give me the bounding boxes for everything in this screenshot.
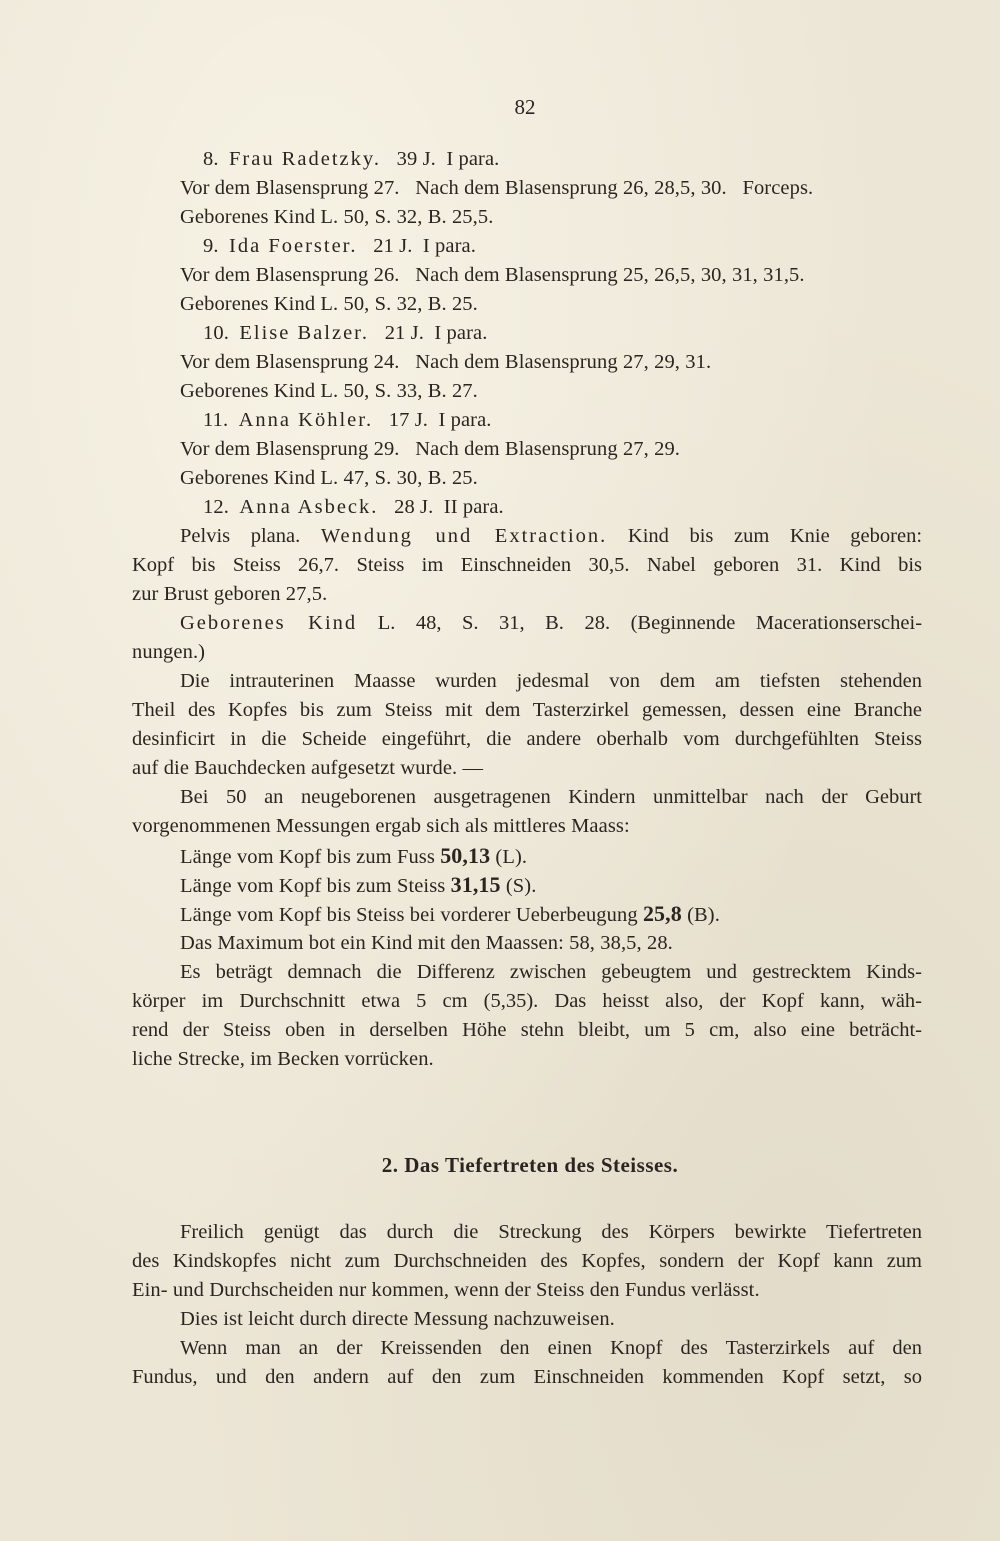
child-measure: Geborenes Kind L. 50, S. 33, B. 27. — [180, 380, 478, 402]
before-rupture: Vor dem Blasensprung 24. — [180, 351, 400, 373]
child-measure: Geborenes Kind L. 47, S. 30, B. 25. — [180, 467, 478, 489]
paragraph-line: desinficirt in die Scheide eingeführt, die andere oberhalb vom durchgefühlten Steiss — [132, 728, 922, 750]
case-measure-line — [180, 349, 711, 375]
paragraph-line: Wenn man an der Kreissenden den einen Knopf des Tasterzirkels auf den — [180, 1337, 922, 1359]
length-value: 31,15 — [450, 872, 501, 897]
patient-name: Elise Balzer. — [239, 322, 369, 344]
case-number: 11. — [203, 409, 229, 431]
length-value: 25,8 — [642, 901, 682, 926]
patient-age: 39 J. — [396, 148, 436, 170]
case-number: 9. — [203, 235, 219, 257]
case-number: 10. — [203, 322, 229, 344]
patient-para: II para. — [443, 496, 504, 518]
length-unit: (L). — [495, 846, 528, 868]
after-rupture: Nach dem Blasensprung 27, 29. — [415, 438, 681, 460]
case-number: 12. — [203, 496, 229, 518]
after-rupture: Nach dem Blasensprung 25, 26,5, 30, 31, 31,5. — [415, 264, 805, 286]
patient-para: I para. — [434, 322, 488, 344]
length-label: Länge vom Kopf bis zum Fuss — [180, 846, 435, 868]
patient-para: I para. — [422, 235, 476, 257]
page-number: 82 — [514, 95, 536, 119]
length-unit: (B). — [687, 904, 720, 926]
patient-age: 28 J. — [394, 496, 434, 518]
paragraph-line: liche Strecke, im Becken vorrücken. — [132, 1048, 434, 1070]
paragraph-line: Fundus, und den andern auf den zum Einschneiden kommenden Kopf setzt, so — [132, 1366, 922, 1388]
case12-text: Kind bis zum Knie geboren: — [627, 525, 923, 547]
length-line — [180, 872, 536, 899]
paragraph-line: Bei 50 an neugeborenen ausgetragenen Kindern unmittelbar nach der Geburt — [180, 786, 922, 808]
length-label: Länge vom Kopf bis Steiss bei vorderer Ueberbeugung — [180, 904, 638, 926]
paragraph-line: rend der Steiss oben in derselben Höhe stehn bleibt, um 5 cm, also eine beträcht- — [132, 1019, 922, 1041]
paragraph-line: Die intrauterinen Maasse wurden jedesmal von dem am tiefsten stehenden — [180, 670, 922, 692]
paragraph-line: Theil des Kopfes bis zum Steiss mit dem Tasterzirkel gemessen, dessen eine Branche — [132, 699, 922, 721]
case-header — [203, 146, 499, 172]
patient-age: 17 J. — [388, 409, 428, 431]
length-label: Länge vom Kopf bis zum Steiss — [180, 875, 446, 897]
paragraph-line: Freilich genügt das durch die Streckung des Körpers bewirkte Tiefertreten — [180, 1221, 922, 1243]
after-rupture: Nach dem Blasensprung 27, 29, 31. — [415, 351, 712, 373]
paragraph-line: Dies ist leicht durch directe Messung nachzuweisen. — [180, 1308, 615, 1330]
case-header — [203, 320, 487, 346]
length-unit: (S). — [505, 875, 537, 897]
patient-age: 21 J. — [384, 322, 424, 344]
patient-name: Anna Asbeck. — [239, 496, 379, 518]
case-header — [203, 494, 504, 520]
length-line — [180, 901, 720, 928]
case-header — [203, 233, 476, 259]
case-header — [203, 407, 492, 433]
before-rupture: Vor dem Blasensprung 29. — [180, 438, 400, 460]
after-rupture: Nach dem Blasensprung 26, 28,5, 30. — [415, 177, 727, 199]
case-number: 8. — [203, 148, 219, 170]
case-measure-line — [180, 262, 805, 288]
paragraph-line: körper im Durchschnitt etwa 5 cm (5,35). Das heisst also, der Kopf kann, wäh- — [132, 990, 922, 1012]
child-measure: Geborenes Kind L. 50, S. 32, B. 25. — [180, 293, 478, 315]
delivery-method: Wendung und Extraction. — [320, 525, 608, 547]
case12-child-line — [180, 610, 922, 636]
patient-name: Ida Foerster. — [229, 235, 358, 257]
patient-para: I para. — [446, 148, 500, 170]
paragraph-line: Es beträgt demnach die Differenz zwischen gebeugtem und gestrecktem Kinds- — [180, 961, 922, 983]
patient-name: Frau Radetzky. — [229, 148, 381, 170]
section-heading: 2. Das Tiefertreten des Steisses. — [381, 1153, 679, 1177]
paragraph-line: vorgenommenen Messungen ergab sich als mittleres Maass: — [132, 815, 630, 837]
pelvis-type: Pelvis plana. — [180, 525, 301, 547]
case12-line — [180, 523, 922, 549]
paragraph-line: auf die Bauchdecken aufgesetzt wurde. — — [132, 757, 484, 779]
patient-name: Anna Köhler. — [238, 409, 374, 431]
length-value: 50,13 — [440, 843, 491, 868]
length-line — [180, 843, 527, 870]
before-rupture: Vor dem Blasensprung 27. — [180, 177, 400, 199]
patient-para: I para. — [438, 409, 492, 431]
case-note: Forceps. — [742, 177, 814, 199]
child-measure: Geborenes Kind L. 50, S. 32, B. 25,5. — [180, 206, 494, 228]
case12-line: zur Brust geboren 27,5. — [132, 583, 328, 605]
maximum-line: Das Maximum bot ein Kind mit den Maassen: 58, 38,5, 28. — [180, 932, 673, 954]
child-values: L. 48, S. 31, B. 28. (Beginnende Macerationserschei- — [377, 612, 923, 634]
patient-age: 21 J. — [373, 235, 413, 257]
case12-line: nungen.) — [132, 641, 206, 663]
case-measure-line — [180, 436, 680, 462]
before-rupture: Vor dem Blasensprung 26. — [180, 264, 400, 286]
paragraph-line: Ein- und Durchscheiden nur kommen, wenn der Steiss den Fundus verlässt. — [132, 1279, 760, 1301]
case12-line: Kopf bis Steiss 26,7. Steiss im Einschneiden 30,5. Nabel geboren 31. Kind bis — [132, 554, 922, 576]
child-label: Geborenes Kind — [180, 612, 358, 634]
paragraph-line: des Kindskopfes nicht zum Durchschneiden des Kopfes, sondern der Kopf kann zum — [132, 1250, 922, 1272]
case-measure-line — [180, 175, 813, 201]
